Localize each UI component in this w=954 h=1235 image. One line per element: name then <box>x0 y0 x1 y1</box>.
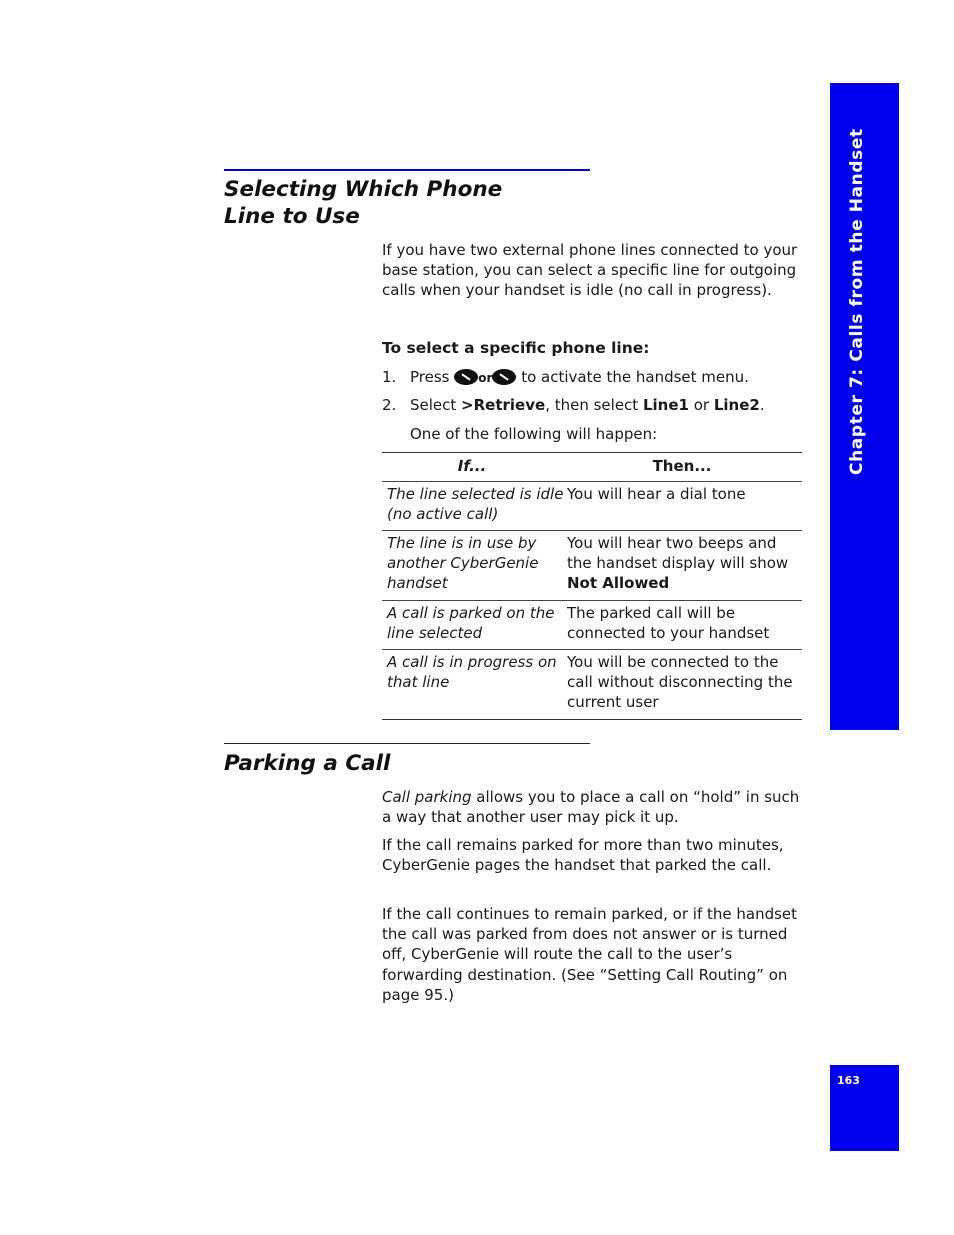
section-title-line2: Line to Use <box>224 204 360 229</box>
section-title-line1: Selecting Which Phone <box>224 177 503 202</box>
table-row <box>382 530 802 600</box>
chapter-title: Chapter 7: Calls from the Handset <box>847 128 867 475</box>
menu-key-icon <box>492 369 516 385</box>
step-text: Select <box>410 396 462 414</box>
table-cell-if: The line is in use by another CyberGenie handset <box>387 534 539 593</box>
step-number: 1. <box>382 368 397 386</box>
step-text: or <box>688 396 714 414</box>
table-header <box>382 453 802 481</box>
table-cell-then: You will hear a dial tone <box>567 485 746 503</box>
outcome-table <box>382 452 802 720</box>
step-note: One of the following will happen: <box>410 425 658 443</box>
paragraph-text: allows you to place a call on “hold” in such a way that another user may pick it up. <box>382 788 800 827</box>
table-row <box>382 600 802 649</box>
intro-paragraph: If you have two external phone lines connected to your base station, you can select a specific line for outgoing calls when your handset is idle (no call in progress). <box>382 241 798 300</box>
option-line1: Line1 <box>642 396 689 414</box>
step-text: . <box>759 396 765 414</box>
step-text: to activate the handset menu. <box>521 368 749 386</box>
step-number: 2. <box>382 396 397 414</box>
step-text: , then select <box>545 396 643 414</box>
procedure-title: To select a specific phone line: <box>382 339 650 357</box>
or-label: or <box>478 371 493 385</box>
page-number: 163 <box>837 1074 860 1087</box>
step-1 <box>382 367 749 388</box>
paragraph-call-parking <box>382 787 802 827</box>
table-cell-then <box>567 533 802 600</box>
section-title <box>224 176 502 230</box>
paragraph-timeout: If the call remains parked for more than two minutes, CyberGenie pages the handset that parked the call. <box>382 836 784 875</box>
table-cell-if: A call is in progress on that line <box>387 653 557 692</box>
table-cell-if: The line selected is idle (no active call) <box>387 485 564 524</box>
step-2 <box>382 395 765 415</box>
section-rule <box>224 743 590 744</box>
table-cell-then: The parked call will be connected to your handset <box>567 604 770 643</box>
header-if: If... <box>457 457 487 475</box>
section-title: Parking a Call <box>224 751 391 776</box>
table-cell-then: You will be connected to the call without disconnecting the current user <box>567 653 793 712</box>
step-text: Press <box>410 368 450 386</box>
header-then: Then... <box>652 457 712 475</box>
section-rule <box>224 169 590 171</box>
menu-item-retrieve: >Retrieve <box>461 396 546 414</box>
paragraph-routing: If the call continues to remain parked, or if the handset the call was parked from does not answer or is turned off, CyberGenie will route the call to the user’s forwarding destination. (See “Setting Call Routing” on page 95.) <box>382 905 798 1004</box>
option-line2: Line2 <box>713 396 760 414</box>
menu-key-icon <box>454 369 478 385</box>
table-cell-text: You will hear two beeps and the handset display will show <box>567 534 789 573</box>
term-call-parking: Call parking <box>382 788 472 806</box>
table-row <box>382 649 802 719</box>
display-message: Not Allowed <box>567 574 670 593</box>
table-row <box>382 481 802 530</box>
table-cell-if: A call is parked on the line selected <box>387 604 555 643</box>
